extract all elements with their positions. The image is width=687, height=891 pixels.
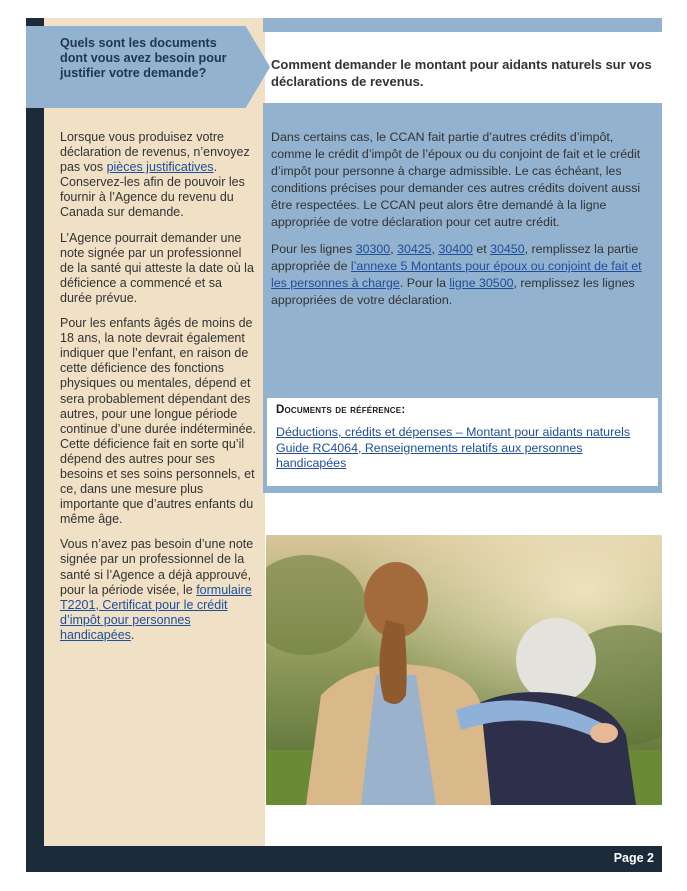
left-paragraph-3: Pour les enfants âgés de moins de 18 ans, la note devrait également indiquer que l’enfant, en raison de cette déficience des fonctions physiques ou mentales, dépend et sera probablement dépendant des autres, pour une longue période continue d’une durée indéterminée. Cette déficience fait en sorte qu’il dépend des autres pour ses besoins et ses soins personnels, et ce, dans une mesure plus importante que d’autres enfants du même âge. xyxy=(60,316,256,527)
reference-title: Documents de référence: xyxy=(276,404,406,416)
line-30400-link[interactable]: 30400 xyxy=(438,242,473,256)
photo-illustration xyxy=(266,535,662,805)
right-paragraph-1: Dans certains cas, le CCAN fait partie d’autres crédits d’impôt, comme le crédit d’impôt de l’époux ou du conjoint de fait et le crédit d’impôt pour personne à charge admissible. Le cas échéant, les conditions précises pour demander ces autres crédits doivent aussi être respectées. Le CCAN peut alors être demandé à la ligne appropriée de votre déclaration pour cet autre crédit. xyxy=(271,130,641,229)
right-body xyxy=(271,129,656,319)
line-30425-link[interactable]: 30425 xyxy=(397,242,432,256)
left-banner-title: Quels sont les documents dont vous avez besoin pour justifier votre demande? xyxy=(60,36,227,80)
photo-caregiver-elderly xyxy=(266,535,662,805)
line-30450-link[interactable]: 30450 xyxy=(490,242,525,256)
line-30300-link[interactable]: 30300 xyxy=(355,242,391,256)
reference-link-caregiver-amount[interactable]: Déductions, crédits et dépenses – Montant pour aidants naturels xyxy=(276,425,631,439)
left-dark-strip xyxy=(26,18,44,846)
left-paragraph-1: Lorsque vous produisez votre déclaration de revenus, n’envoyez pas vos pièces justificatives. Conservez-les afin de pouvoir les fournir à l’Agence du revenu du Canada sur demande. xyxy=(60,130,250,220)
supporting-documents-link[interactable]: pièces justificatives xyxy=(106,160,214,175)
left-body xyxy=(60,130,256,653)
page-number: Page 2 xyxy=(613,851,654,865)
reference-link-guide-rc4064[interactable]: Guide RC4064, Renseignements relatifs aux personnes handicapées xyxy=(276,440,583,470)
left-paragraph-2: L’Agence pourrait demander une note signée par un professionnel de la santé qui atteste la date où la déficience a commencé et sa durée prévue. xyxy=(60,230,254,305)
form-t2201-link[interactable]: formulaire T2201, Certificat pour le crédit d’impôt pour personnes handicapées xyxy=(60,582,252,642)
right-top-bar xyxy=(263,18,662,32)
page-footer xyxy=(26,846,662,872)
right-paragraph-2: Pour les lignes 30300, 30425, 30400 et 30450, remplissez la partie appropriée de l’annexe 5 Montants pour époux ou conjoint de fait et les personnes à charge. Pour la ligne 30500, remplissez les lignes appropriées de votre déclaration. xyxy=(271,242,642,307)
schedule-5-link[interactable]: l’annexe 5 Montants pour époux ou conjoint de fait et les personnes à charge xyxy=(271,259,642,290)
right-heading: Comment demander le montant pour aidants naturels sur vos déclarations de revenus. xyxy=(271,57,652,89)
left-paragraph-4: Vous n’avez pas besoin d’une note signée par un professionnel de la santé si l’Agence a déjà approuvé, pour la période visée, le formulaire T2201, Certificat pour le crédit d’impôt pour personnes handicapées. xyxy=(60,537,254,642)
reference-links xyxy=(276,425,654,472)
line-30500-link[interactable]: ligne 30500 xyxy=(449,276,514,290)
